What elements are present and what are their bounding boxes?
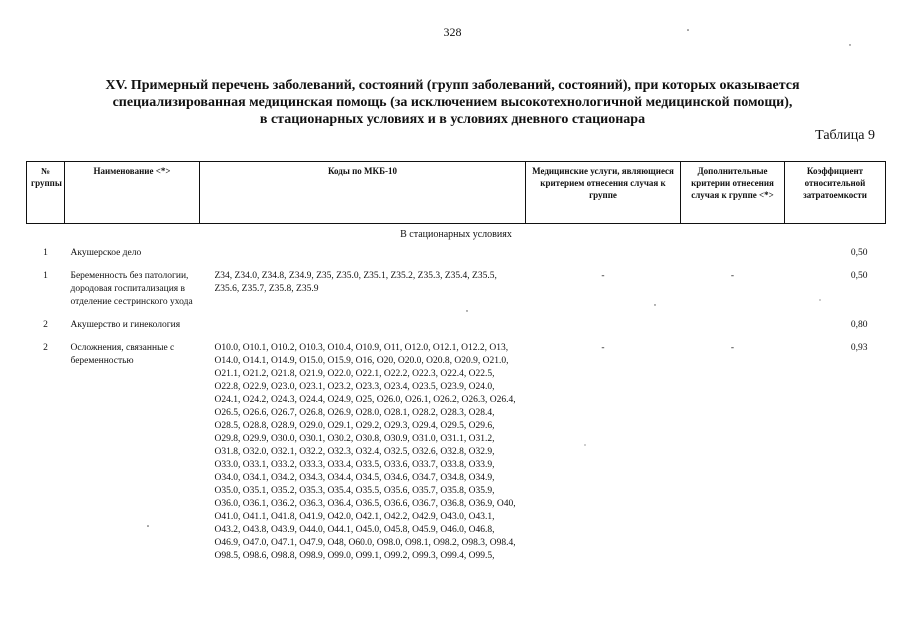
row-group-number: 2 (43, 343, 48, 353)
table-row (27, 260, 886, 309)
row-name: Осложнения, связанные с беременностью (70, 343, 175, 366)
heading-line-3: в стационарных условиях и в условиях дневного стационара (259, 112, 646, 127)
row-coefficient: 0,50 (850, 248, 868, 258)
header-group-number: № группы (27, 162, 65, 224)
row-services (526, 247, 681, 260)
row-group-number: 1 (43, 271, 48, 281)
row-icd-codes (200, 247, 526, 260)
section-row (27, 224, 886, 248)
row-name: Беременность без патологии, дородовая госпитализация в отделение сестринского ухода (70, 271, 193, 307)
heading-line-1: XV. Примерный перечень заболеваний, состояний (групп заболеваний, состояний), при которых оказывается (105, 78, 800, 93)
heading-line-2: специализированная медицинская помощь (за исключением высокотехнологичной медицинской помощи), (112, 95, 793, 110)
page-number: 328 (443, 25, 462, 39)
table-row (27, 332, 886, 563)
groups-table (26, 161, 886, 563)
header-name: Наименование <*> (65, 162, 200, 224)
row-icd-codes: O10.0, O10.1, O10.2, O10.3, O10.4, O10.9, O11, O12.0, O12.1, O12.2, O13, O14.0, O14.1, O14.9, O15.0, O15.9, O16, O20, O20.0, O20.8, O20.9, O21.0, O21.1, O21.2, O21.8, O21.9, O22.0, O22.1, O22.2, O22.3, O22.4, O22.5, O22.8, O22.9, O23.0, O23.1, O23.2, O23.3, O23.4, O23.5, O23.9, O24.0, O24.1, O24.2, O24.3, O24.4, O24.9, O25, O26.0, O26.1, O26.2, O26.3, O26.4, O26.5, O26.6, O26.7, O26.8, O26.9, O28.0, O28.1, O28.2, O28.3, O28.4, O28.5, O28.8, O28.9, O29.0, O29.1, O29.2, O29.3, O29.4, O29.5, O29.6, O29.8, O29.9, O30.0, O30.1, O30.2, O30.8, O30.9, O31.0, O31.1, O31.2, O31.8, O32.0, O32.1, O32.2, O32.3, O32.4, O32.5, O32.6, O32.8, O32.9, O33.0, O33.1, O33.2, O33.3, O33.4, O33.5, O33.6, O33.7, O33.8, O33.9, O34.0, O34.1, O34.2, O34.3, O34.4, O34.5, O34.6, O34.7, O34.8, O34.9, O35.0, O35.1, O35.2, O35.3, O35.4, O35.5, O35.6, O35.7, O35.8, O35.9, O36.0, O36.1, O36.2, O36.3, O36.4, O36.5, O36.6, O36.7, O36.8, O36.9, O40, O41.0, O41.1, O41.8, O41.9, O42.0, O42.1, O42.2, O42.9, O43.0, O43.1, O43.2, O43.8, O43.9, O44.0, O44.1, O45.0, O45.8, O45.9, O46.0, O46.8, O46.9, O47.0, O47.1, O47.9, O48, O60.0, O98.0, O98.1, O98.2, O98.3, O98.4, O98.5, O98.6, O98.8, O98.9, O99.0, O99.1, O99.2, O99.3, O99.4, O99.5, (214, 343, 516, 561)
table-caption: Таблица 9 (815, 128, 875, 143)
row-extra-criteria: - (730, 271, 735, 281)
row-name: Акушерство и гинекология (70, 320, 181, 330)
row-coefficient: 0,93 (850, 343, 868, 353)
row-coefficient: 0,50 (850, 271, 868, 281)
document-heading (40, 77, 865, 128)
row-services: - (601, 343, 605, 353)
header-additional-criteria: Дополнительные критерии отнесения случая к группе <*> (681, 162, 785, 224)
header-cost-coefficient: Коэффициент относительной затратоемкости (785, 162, 886, 224)
section-label: В стационарных условиях (400, 229, 512, 240)
row-extra-criteria (681, 309, 785, 332)
row-name: Акушерское дело (70, 248, 142, 258)
header-icd-codes: Коды по МКБ-10 (200, 162, 526, 224)
row-group-number: 2 (43, 320, 48, 330)
table-row (27, 309, 886, 332)
table-row (27, 247, 886, 260)
row-services: - (601, 271, 605, 281)
row-group-number: 1 (43, 248, 48, 258)
row-extra-criteria: - (730, 343, 735, 353)
header-medical-services: Медицинские услуги, являющиеся критерием отнесения случая к группе (526, 162, 681, 224)
row-coefficient: 0,80 (850, 320, 868, 330)
row-services (526, 309, 681, 332)
table-header-row (27, 162, 886, 224)
row-extra-criteria (681, 247, 785, 260)
row-icd-codes (200, 309, 526, 332)
row-icd-codes: Z34, Z34.0, Z34.8, Z34.9, Z35, Z35.0, Z35.1, Z35.2, Z35.3, Z35.4, Z35.5, Z35.6, Z35.7, Z35.8, Z35.9 (214, 271, 497, 294)
